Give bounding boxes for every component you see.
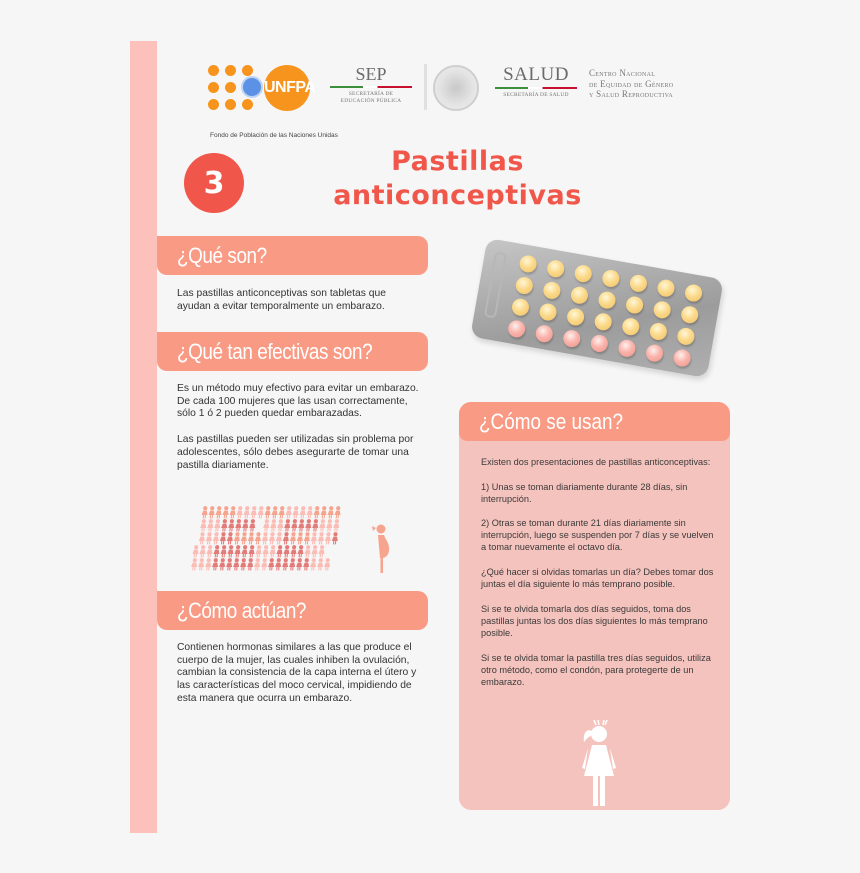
section-body-usan bbox=[481, 456, 719, 688]
unfpa-logo-text: UNFPA bbox=[264, 79, 316, 96]
page-title bbox=[300, 145, 615, 213]
logo-bar bbox=[208, 62, 708, 114]
paragraph: 2) Otras se toman durante 21 días diariamente sin interrupción, luego se suspenden por 7 días y se vuelven a tomar nuevamente el octavo día. bbox=[481, 518, 714, 553]
paragraph: 1) Unas se toman diariamente durante 28 días, sin interrupción. bbox=[481, 481, 688, 504]
tricolor-line bbox=[495, 87, 577, 89]
section-heading-text: ¿Cómo se usan? bbox=[479, 409, 624, 434]
girl-icon bbox=[578, 718, 620, 808]
section-heading-que-son bbox=[157, 236, 428, 275]
section-heading-text: ¿Cómo actúan? bbox=[177, 598, 307, 623]
section-body-que-son bbox=[177, 288, 422, 313]
paragraph: Existen dos presentaciones de pastillas anticonceptivas: bbox=[481, 457, 711, 467]
salud-logo bbox=[495, 65, 577, 99]
sep-logo bbox=[330, 64, 412, 105]
logo-divider bbox=[424, 64, 427, 110]
salud-logo-title: SALUD bbox=[503, 64, 569, 85]
org-caption: Fondo de Población de las Naciones Unidas bbox=[210, 132, 338, 139]
section-heading-usan bbox=[459, 402, 730, 441]
sep-logo-subtitle-1: SECRETARÍA DE bbox=[348, 91, 394, 97]
paragraph: Las pastillas anticonceptivas son tabletas que ayudan a evitar temporalmente un embarazo. bbox=[177, 288, 386, 312]
section-heading-text: ¿Qué son? bbox=[177, 243, 267, 268]
blister-pack-icon bbox=[470, 238, 724, 378]
un-emblem-icon bbox=[241, 76, 263, 98]
blister-slot bbox=[484, 251, 507, 318]
left-accent-stripe bbox=[130, 41, 157, 833]
section-body-efectivas bbox=[177, 383, 422, 472]
crowd-icon bbox=[190, 505, 352, 573]
section-heading-efectivas bbox=[157, 332, 428, 371]
cnegsr-line-1: Centro Nacional bbox=[589, 68, 656, 78]
paragraph: ¿Qué hacer si olvidas tomarlas un día? Debes tomar dos juntas el día siguiente lo más temprano posible. bbox=[481, 567, 714, 590]
salud-logo-subtitle: SECRETARÍA DE SALUD bbox=[503, 92, 569, 98]
sep-logo-title: SEP bbox=[355, 64, 387, 84]
paragraph: Si se te olvida tomarla dos días seguidos, toma dos pastillas juntas los dos días siguientes lo más temprano posible. bbox=[481, 603, 708, 638]
paragraph: Las pastillas pueden ser utilizadas sin problema por adolescentes, sólo debes asegurarte de tomar una pastilla diariamente. bbox=[177, 434, 414, 471]
tricolor-line bbox=[330, 86, 412, 88]
page-title-line-2: anticonceptivas bbox=[333, 180, 582, 211]
chapter-number-badge: 3 bbox=[184, 153, 244, 213]
sep-logo-subtitle-2: EDUCACIÓN PÚBLICA bbox=[340, 98, 402, 104]
section-heading-actuan bbox=[157, 591, 428, 630]
paragraph: Si se te olvida tomar la pastilla tres días seguidos, utiliza otro método, como el condón, para protegerte de un embarazo. bbox=[481, 652, 711, 687]
mexico-seal-icon bbox=[433, 65, 479, 111]
women-crowd-pictogram bbox=[190, 505, 352, 573]
paragraph: Contienen hormonas similares a las que produce el cuerpo de la mujer, las cuales inhiben la ovulación, cambian la consistencia de la capa interna el útero y las características del moco cervical, impidiendo de esta manera que ocurra un embarazo. bbox=[177, 642, 417, 704]
section-heading-text: ¿Qué tan efectivas son? bbox=[177, 339, 373, 364]
page-title-line-1: Pastillas bbox=[391, 146, 524, 177]
cnegsr-logo bbox=[589, 68, 673, 100]
paragraph: Es un método muy efectivo para evitar un embarazo. De cada 100 mujeres que las usan correctamente, sólo 1 ó 2 pueden quedar embarazadas. bbox=[177, 383, 419, 420]
cnegsr-line-3: y Salud Reproductiva bbox=[589, 89, 674, 99]
pill-pack-illustration bbox=[467, 238, 727, 378]
cnegsr-line-2: de Equidad de Género bbox=[589, 78, 674, 89]
section-body-actuan bbox=[177, 642, 422, 706]
pregnant-woman-icon bbox=[371, 523, 393, 575]
